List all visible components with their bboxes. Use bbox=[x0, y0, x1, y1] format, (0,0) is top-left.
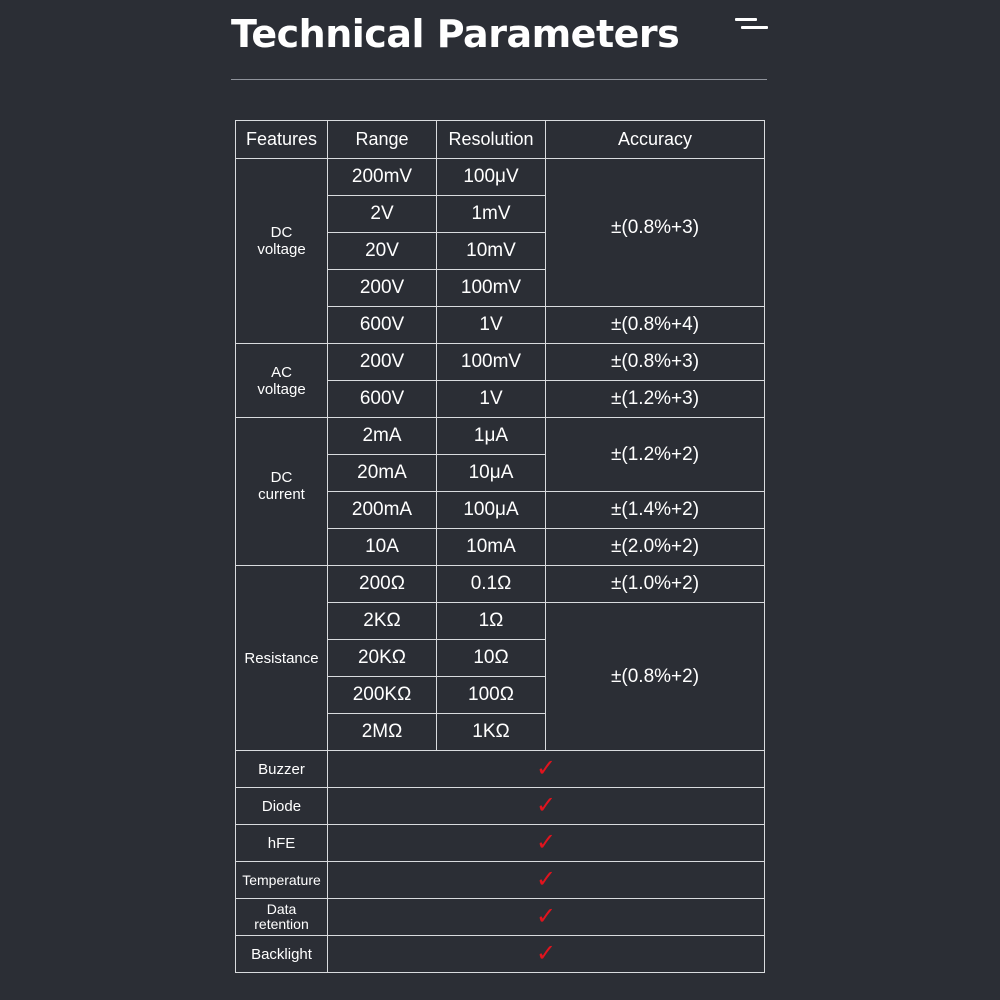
resolution-cell: 1Ω bbox=[437, 603, 546, 640]
accuracy-cell: ±(0.8%+3) bbox=[546, 344, 765, 381]
accuracy-cell: ±(1.0%+2) bbox=[546, 566, 765, 603]
feature-data-retention: Data retention bbox=[236, 899, 328, 936]
range-cell: 2KΩ bbox=[328, 603, 437, 640]
resolution-cell: 10mA bbox=[437, 529, 546, 566]
header-accuracy: Accuracy bbox=[546, 121, 765, 159]
range-cell: 2MΩ bbox=[328, 714, 437, 751]
range-cell: 200mV bbox=[328, 159, 437, 196]
accuracy-cell: ±(0.8%+2) bbox=[546, 603, 765, 751]
resolution-cell: 1V bbox=[437, 307, 546, 344]
table-row bbox=[236, 159, 765, 196]
accuracy-cell: ±(1.4%+2) bbox=[546, 492, 765, 529]
feature-resistance: Resistance bbox=[236, 566, 328, 751]
check-icon: ✓ bbox=[328, 788, 765, 825]
range-cell: 200mA bbox=[328, 492, 437, 529]
check-icon: ✓ bbox=[328, 899, 765, 936]
range-cell: 2mA bbox=[328, 418, 437, 455]
range-cell: 2V bbox=[328, 196, 437, 233]
resolution-cell: 1μA bbox=[437, 418, 546, 455]
range-cell: 200Ω bbox=[328, 566, 437, 603]
resolution-cell: 0.1Ω bbox=[437, 566, 546, 603]
table-row bbox=[236, 566, 765, 603]
feature-diode: Diode bbox=[236, 788, 328, 825]
resolution-cell: 10Ω bbox=[437, 640, 546, 677]
accuracy-cell: ±(1.2%+3) bbox=[546, 381, 765, 418]
feature-backlight: Backlight bbox=[236, 936, 328, 973]
accuracy-cell: ±(0.8%+4) bbox=[546, 307, 765, 344]
range-cell: 600V bbox=[328, 381, 437, 418]
spec-table bbox=[235, 120, 765, 973]
resolution-cell: 1V bbox=[437, 381, 546, 418]
range-cell: 20mA bbox=[328, 455, 437, 492]
feature-temperature: Temperature bbox=[236, 862, 328, 899]
table-header-row bbox=[236, 121, 765, 159]
feature-dc-voltage: DC voltage bbox=[236, 159, 328, 344]
table-row bbox=[236, 825, 765, 862]
resolution-cell: 100mV bbox=[437, 270, 546, 307]
table-row bbox=[236, 899, 765, 936]
accuracy-cell: ±(1.2%+2) bbox=[546, 418, 765, 492]
check-icon: ✓ bbox=[328, 862, 765, 899]
feature-ac-voltage: AC voltage bbox=[236, 344, 328, 418]
feature-buzzer: Buzzer bbox=[236, 751, 328, 788]
accuracy-cell: ±(0.8%+3) bbox=[546, 159, 765, 307]
check-icon: ✓ bbox=[328, 936, 765, 973]
header-range: Range bbox=[328, 121, 437, 159]
resolution-cell: 1mV bbox=[437, 196, 546, 233]
resolution-cell: 1KΩ bbox=[437, 714, 546, 751]
range-cell: 200KΩ bbox=[328, 677, 437, 714]
range-cell: 20V bbox=[328, 233, 437, 270]
menu-icon[interactable] bbox=[735, 18, 769, 34]
range-cell: 10A bbox=[328, 529, 437, 566]
page-title: Technical Parameters bbox=[231, 12, 680, 56]
check-icon: ✓ bbox=[328, 825, 765, 862]
range-cell: 20KΩ bbox=[328, 640, 437, 677]
title-divider bbox=[231, 79, 767, 80]
table-row bbox=[236, 862, 765, 899]
range-cell: 200V bbox=[328, 270, 437, 307]
resolution-cell: 100Ω bbox=[437, 677, 546, 714]
check-icon: ✓ bbox=[328, 751, 765, 788]
table-row bbox=[236, 936, 765, 973]
resolution-cell: 10mV bbox=[437, 233, 546, 270]
header-resolution: Resolution bbox=[437, 121, 546, 159]
resolution-cell: 100μV bbox=[437, 159, 546, 196]
resolution-cell: 10μA bbox=[437, 455, 546, 492]
feature-dc-current: DC current bbox=[236, 418, 328, 566]
table-row bbox=[236, 751, 765, 788]
feature-hfe: hFE bbox=[236, 825, 328, 862]
header-features: Features bbox=[236, 121, 328, 159]
accuracy-cell: ±(2.0%+2) bbox=[546, 529, 765, 566]
resolution-cell: 100μA bbox=[437, 492, 546, 529]
table-row bbox=[236, 418, 765, 455]
table-row bbox=[236, 788, 765, 825]
range-cell: 600V bbox=[328, 307, 437, 344]
range-cell: 200V bbox=[328, 344, 437, 381]
resolution-cell: 100mV bbox=[437, 344, 546, 381]
table-row bbox=[236, 344, 765, 381]
